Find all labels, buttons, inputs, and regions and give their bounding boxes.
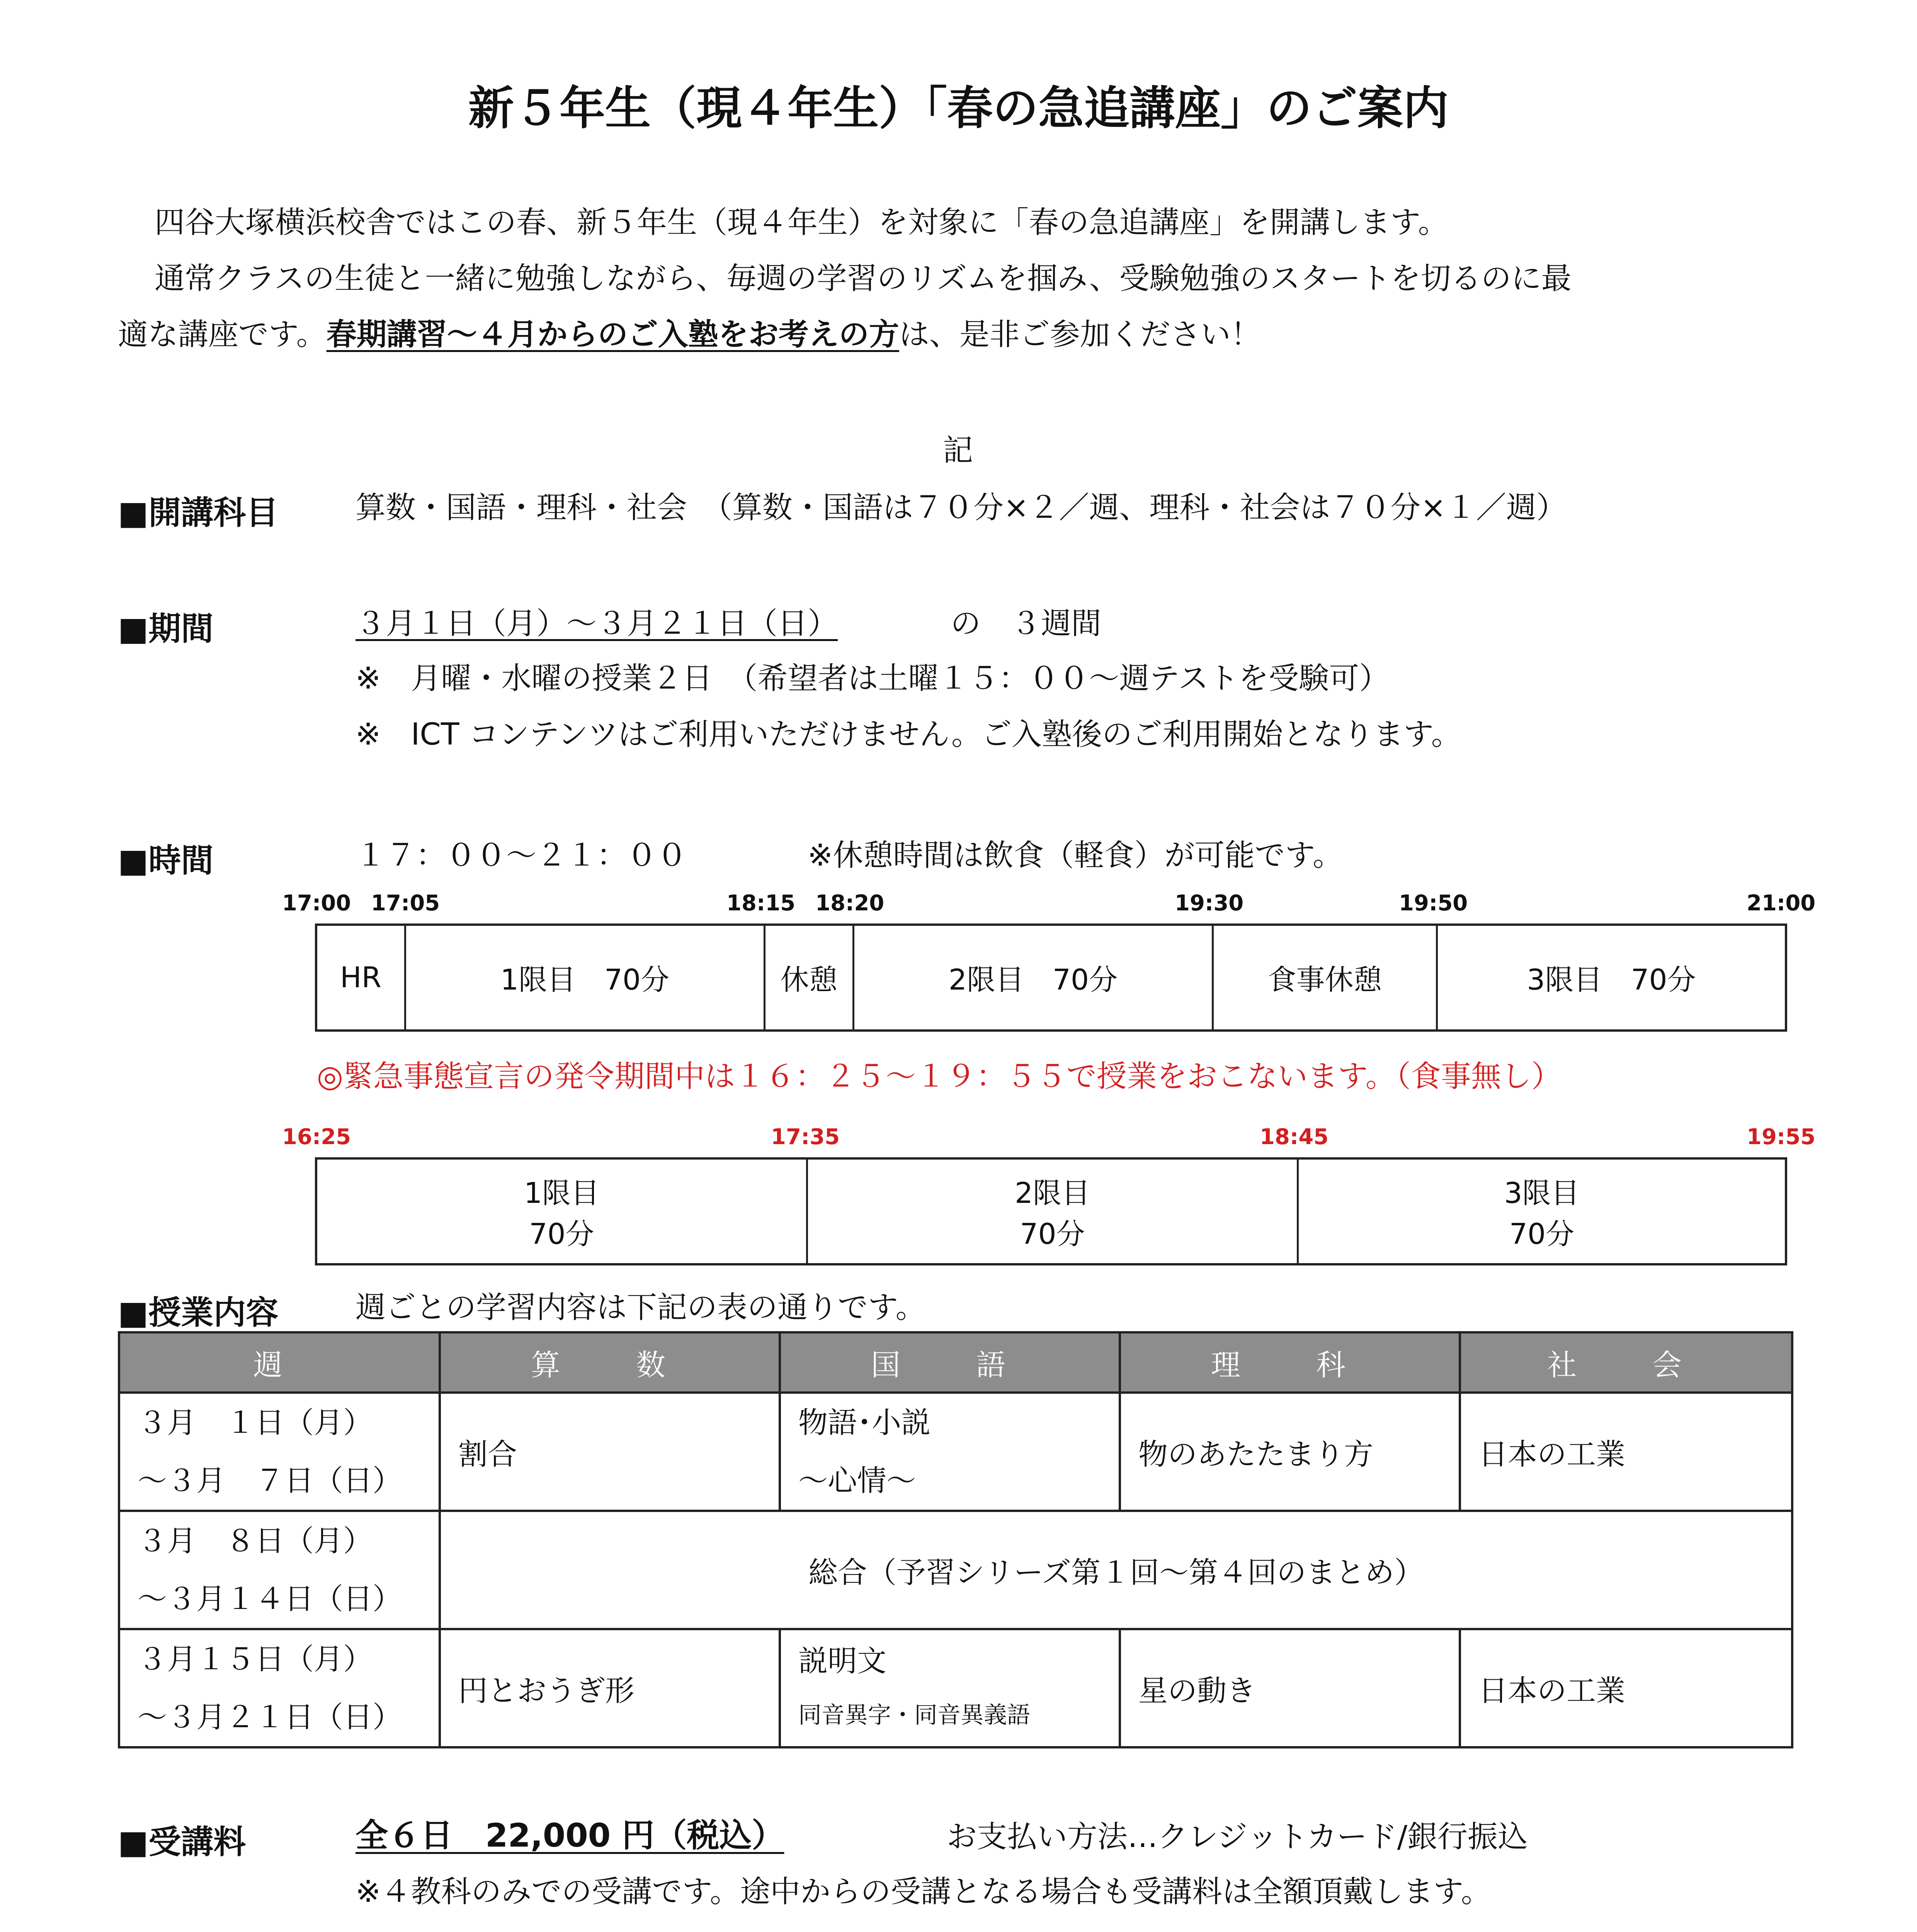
period-note-1: ※ 月曜・水曜の授業２日 （希望者は土曜１５：００～週テストを受験可） [356,661,1390,696]
tick-1845: 18:45 [1260,1124,1329,1150]
tick-1820: 18:20 [815,891,885,916]
header-japanese: 国 語 [780,1332,1120,1393]
tick-1705: 17:05 [371,891,440,916]
week-start: ３月１５日（月） [138,1642,373,1676]
segment-meal-break: 食事休憩 [1214,926,1438,1029]
week-end: ～３月 ７日（日） [138,1463,402,1498]
emergency-period-1 [317,1160,808,1263]
intro-line-2: 通常クラスの生徒と一緒に勉強しながら、毎週の学習のリズムを掴み、受験勉強のスタートを切るのに最 [155,261,1572,296]
content-heading: ■授業内容 [118,1294,279,1332]
tick-1955: 19:55 [1747,1124,1816,1150]
emergency-note: ◎緊急事態宣言の発令期間中は１６：２５～１９：５５で授業をおこないます。（食事無し） [317,1059,1561,1094]
math-cell: 円とおうぎ形 [440,1629,780,1747]
tick-1625: 16:25 [282,1124,351,1150]
emergency-schedule-bar [315,1157,1787,1265]
math-cell: 割合 [440,1393,780,1511]
emergency-period-2-minutes: 70分 [1020,1218,1085,1251]
ki-mark: 記 [943,433,973,468]
table-header-row [119,1332,1792,1393]
period-weeks: の ３週間 [951,606,1102,641]
segment-period-1: 1限目 70分 [406,926,765,1029]
table-row [119,1629,1792,1747]
emergency-period-2-label: 2限目 [1014,1177,1090,1210]
fee-heading: ■受講料 [118,1823,246,1861]
fee-payment: お支払い方法…クレジットカード/銀行振込 [947,1820,1528,1854]
time-heading: ■時間 [118,842,214,879]
emergency-period-1-label: 1限目 [524,1177,600,1210]
tick-1950: 19:50 [1399,891,1468,916]
segment-break: 休憩 [765,926,854,1029]
period-dates: ３月１日（月）～３月２１日（日） [356,606,838,641]
intro-line-3-pre: 適な講座です。 [118,317,327,352]
week-start: ３月 ８日（月） [138,1524,373,1558]
social-cell: 日本の工業 [1460,1393,1792,1511]
subjects-heading: ■開講科目 [118,494,279,532]
segment-period-2: 2限目 70分 [854,926,1214,1029]
intro-line-3-post: は、是非ご参加ください！ [899,317,1261,352]
period-note-2: ※ ICT コンテンツはご利用いただけません。ご入塾後のご利用開始となります。 [356,717,1461,752]
week-end: ～３月１４日（日） [138,1582,402,1616]
week-cell [119,1629,440,1747]
table-row [119,1393,1792,1511]
emergency-period-2 [808,1160,1299,1263]
science-cell: 物のあたたまり方 [1120,1393,1460,1511]
intro-line-3 [118,317,1261,353]
content-text: 週ごとの学習内容は下記の表の通りです。 [356,1290,926,1325]
subjects-text: 算数・国語・理科・社会 （算数・国語は７０分×２／週、理科・社会は７０分×１／週） [356,490,1567,525]
segment-hr: HR [317,926,406,1029]
table-row [119,1511,1792,1629]
tick-2100: 21:00 [1747,891,1816,916]
period-heading: ■期間 [118,610,214,648]
header-week: 週 [119,1332,440,1393]
week-cell [119,1393,440,1511]
week-cell [119,1511,440,1629]
emergency-period-3-minutes: 70分 [1509,1218,1575,1251]
social-cell: 日本の工業 [1460,1629,1792,1747]
japanese-topic: 説明文 [798,1644,886,1678]
emergency-period-3-label: 3限目 [1504,1177,1580,1210]
science-cell: 星の動き [1120,1629,1460,1747]
tick-1815: 18:15 [726,891,796,916]
time-note: ※休憩時間は飲食（軽食）が可能です。 [808,838,1343,873]
header-science: 理 科 [1120,1332,1460,1393]
week-start: ３月 １日（月） [138,1405,373,1440]
japanese-subtopic: ～心情～ [798,1463,916,1498]
header-social: 社 会 [1460,1332,1792,1393]
japanese-cell [780,1629,1120,1747]
merged-review-cell: 総合（予習シリーズ第１回～第４回のまとめ） [440,1511,1792,1629]
time-range: １７：００～２１：００ [356,838,687,873]
segment-period-3: 3限目 70分 [1527,963,1696,997]
japanese-cell [780,1393,1120,1511]
schedule-bar [315,923,1787,1032]
page-title: 新５年生（現４年生）「春の急追講座」のご案内 [468,82,1449,135]
emergency-period-3 [1299,1160,1785,1263]
header-math: 算 数 [440,1332,780,1393]
intro-emphasis: 春期講習～４月からのご入塾をお考えの方 [326,317,899,352]
intro-line-1: 四谷大塚横浜校舎ではこの春、新５年生（現４年生）を対象に「春の急追講座」を開講します。 [155,205,1448,240]
tick-1735: 17:35 [771,1124,840,1150]
japanese-topic: 物語･小説 [798,1405,930,1440]
tick-1700: 17:00 [282,891,351,916]
emergency-period-1-minutes: 70分 [529,1218,594,1251]
tick-1930: 19:30 [1175,891,1244,916]
japanese-subtopic: 同音異字・同音異義語 [798,1702,1030,1729]
fee-note: ※４教科のみでの受講です。途中からの受講となる場合も受講料は全額頂戴します。 [356,1874,1491,1909]
lesson-table [118,1331,1793,1748]
fee-amount: 全６日 22,000 円（税込） [356,1816,784,1854]
week-end: ～３月２１日（日） [138,1700,402,1734]
